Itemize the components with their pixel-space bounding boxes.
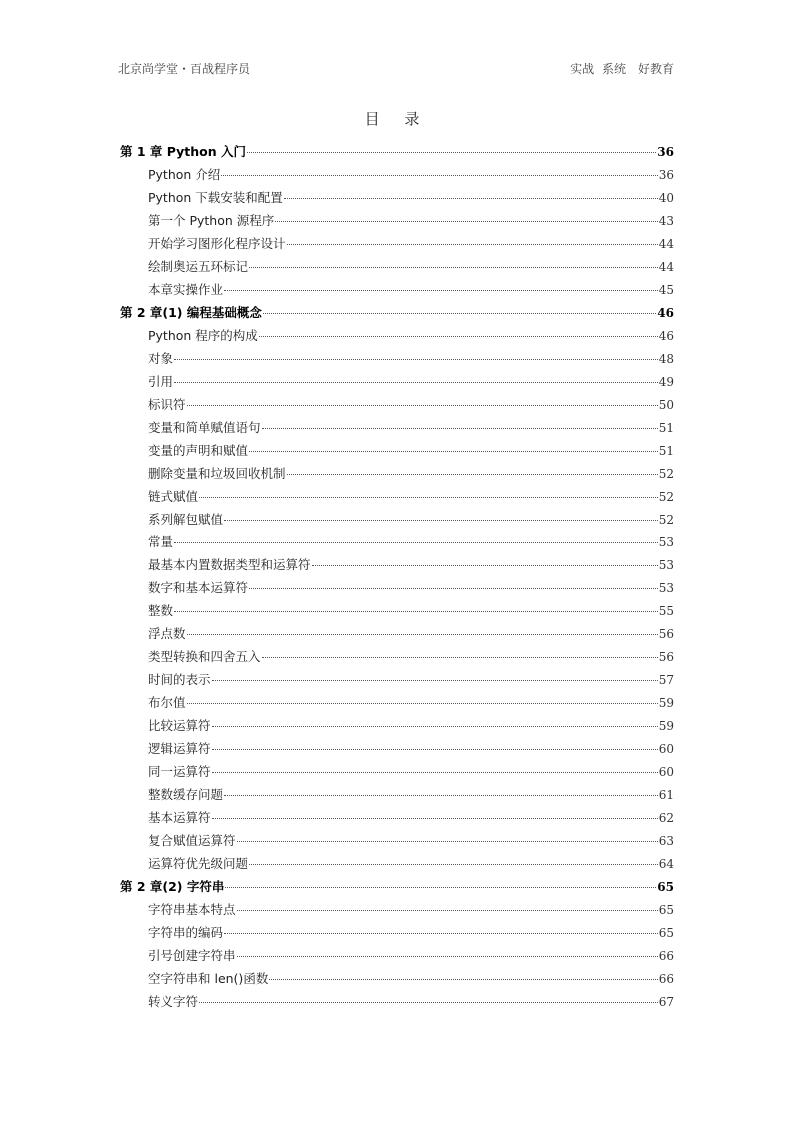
toc-entry-page: 66 [658, 948, 674, 963]
toc-section-entry[interactable] [120, 233, 674, 256]
toc-title: 目 录 [364, 110, 430, 128]
toc-entry-title: 字符串的编码 [148, 924, 224, 940]
toc-entry-title: 第一个 Python 源程序 [148, 212, 275, 228]
toc-section-entry[interactable] [120, 394, 674, 417]
toc-entry-page: 59 [658, 719, 674, 734]
dot-leader [249, 588, 658, 589]
toc-section-entry[interactable] [120, 486, 674, 509]
toc-section-entry[interactable] [120, 830, 674, 853]
toc-section-entry[interactable] [120, 738, 674, 761]
toc-entry-page: 44 [658, 236, 674, 251]
toc-section-entry[interactable] [120, 371, 674, 394]
toc-entry-page: 53 [658, 558, 674, 573]
dot-leader [259, 336, 658, 337]
toc-entry-title: 引号创建字符串 [148, 947, 236, 963]
toc-section-entry[interactable] [120, 348, 674, 371]
toc-entry-page: 44 [658, 259, 674, 274]
toc-entry-page: 53 [658, 535, 674, 550]
dot-leader [237, 956, 658, 957]
toc-section-entry[interactable] [120, 669, 674, 692]
toc-section-entry[interactable] [120, 187, 674, 210]
toc-section-entry[interactable] [120, 623, 674, 646]
dot-leader [312, 565, 658, 566]
toc-entry-title: 类型转换和四舍五入 [148, 649, 261, 665]
toc-entry-page: 53 [658, 581, 674, 596]
toc-section-entry[interactable] [120, 922, 674, 945]
toc-entry-page: 46 [658, 328, 674, 343]
dot-leader [174, 611, 658, 612]
running-header-left: 北京尚学堂・百战程序员 [118, 62, 251, 76]
toc-entry-title: 空字符串和 len()函数 [148, 970, 269, 986]
toc-section-entry[interactable] [120, 853, 674, 876]
toc-entry-title: Python 程序的构成 [148, 327, 258, 343]
toc-section-entry[interactable] [120, 509, 674, 532]
toc-entry-page: 60 [658, 742, 674, 757]
toc-entry-title: 浮点数 [148, 626, 186, 642]
toc-entry-title: 绘制奥运五环标记 [148, 258, 249, 274]
toc-section-entry[interactable] [120, 554, 674, 577]
toc-entry-page: 66 [658, 971, 674, 986]
dot-leader [263, 313, 656, 314]
toc-section-entry[interactable] [120, 256, 674, 279]
toc-entry-page: 57 [658, 673, 674, 688]
toc-section-entry[interactable] [120, 715, 674, 738]
dot-leader [221, 175, 657, 176]
toc-entry-title: 常量 [148, 534, 174, 550]
toc-entry-title: 变量的声明和赋值 [148, 442, 249, 458]
dot-leader [212, 772, 658, 773]
dot-leader [287, 244, 658, 245]
toc-entry-title: 删除变量和垃圾回收机制 [148, 465, 286, 481]
toc-section-entry[interactable] [120, 279, 674, 302]
dot-leader [275, 221, 657, 222]
toc-entry-title: 引用 [148, 373, 174, 389]
toc-entry-title: 标识符 [148, 396, 186, 412]
toc-entry-page: 63 [658, 834, 674, 849]
toc-entry-title: 第 2 章(1) 编程基础概念 [120, 304, 262, 320]
dot-leader [224, 520, 658, 521]
dot-leader [262, 428, 658, 429]
toc-entry-page: 40 [658, 190, 674, 205]
toc-entry-page: 65 [657, 880, 674, 894]
dot-leader [249, 267, 658, 268]
dot-leader [187, 703, 658, 704]
toc-entry-title: 开始学习图形化程序设计 [148, 235, 286, 251]
dot-leader [249, 864, 658, 865]
toc-entry-title: Python 介绍 [148, 166, 221, 182]
toc-chapter-entry[interactable] [120, 302, 674, 325]
toc-entry-page: 56 [658, 627, 674, 642]
toc-section-entry[interactable] [120, 899, 674, 922]
toc-section-entry[interactable] [120, 991, 674, 1014]
dot-leader [225, 887, 656, 888]
dot-leader [284, 198, 658, 199]
toc-entry-page: 62 [658, 811, 674, 826]
toc-entry-page: 59 [658, 696, 674, 711]
toc-section-entry[interactable] [120, 646, 674, 669]
dot-leader [237, 841, 658, 842]
toc-section-entry[interactable] [120, 164, 674, 187]
toc-entry-page: 49 [658, 374, 674, 389]
toc-entry-page: 55 [658, 604, 674, 619]
toc-section-entry[interactable] [120, 600, 674, 623]
toc-chapter-entry[interactable] [120, 141, 674, 164]
toc-entry-title: 数字和基本运算符 [148, 580, 249, 596]
dot-leader [247, 152, 656, 153]
toc-entry-title: 运算符优先级问题 [148, 856, 249, 872]
toc-entry-title: 整数 [148, 603, 174, 619]
toc-entry-page: 36 [658, 167, 674, 182]
toc-entry-title: 逻辑运算符 [148, 741, 211, 757]
toc-section-entry[interactable] [120, 325, 674, 348]
dot-leader [249, 451, 658, 452]
toc-entry-title: 系列解包赋值 [148, 511, 224, 527]
toc-entry-page: 52 [658, 512, 674, 527]
dot-leader [174, 359, 658, 360]
toc-entry-title: 布尔值 [148, 695, 186, 711]
toc-section-entry[interactable] [120, 692, 674, 715]
toc-entry-page: 56 [658, 650, 674, 665]
toc-entry-title: 转义字符 [148, 993, 199, 1009]
toc-entry-title: 链式赋值 [148, 488, 199, 504]
toc-section-entry[interactable] [120, 577, 674, 600]
running-header-right: 实战 系统 好教育 [570, 62, 674, 76]
toc-section-entry[interactable] [120, 210, 674, 233]
toc-entry-page: 36 [657, 145, 674, 159]
toc-entry-title: Python 下载安装和配置 [148, 189, 283, 205]
toc-entry-title: 最基本内置数据类型和运算符 [148, 557, 311, 573]
toc-entry-title: 第 1 章 Python 入门 [120, 144, 247, 159]
toc-entry-page: 48 [658, 351, 674, 366]
toc-chapter-entry[interactable] [120, 876, 674, 899]
toc-entry-title: 本章实操作业 [148, 281, 224, 297]
dot-leader [269, 979, 657, 980]
toc-entry-title: 字符串基本特点 [148, 901, 236, 917]
toc-entry-page: 67 [658, 994, 674, 1009]
toc-entry-title: 整数缓存问题 [148, 787, 224, 803]
toc-entry-page: 52 [658, 489, 674, 504]
toc-entry-page: 65 [658, 925, 674, 940]
toc-entry-page: 61 [658, 788, 674, 803]
toc-section-entry[interactable] [120, 968, 674, 991]
dot-leader [287, 474, 658, 475]
toc-entry-page: 50 [658, 397, 674, 412]
dot-leader [199, 497, 658, 498]
table-of-contents [120, 141, 674, 1014]
dot-leader [174, 382, 658, 383]
toc-entry-page: 64 [658, 857, 674, 872]
toc-entry-title: 第 2 章(2) 字符串 [120, 879, 225, 894]
dot-leader [187, 634, 658, 635]
toc-section-entry[interactable] [120, 784, 674, 807]
toc-entry-page: 65 [658, 902, 674, 917]
toc-entry-page: 46 [657, 305, 674, 320]
toc-section-entry[interactable] [120, 417, 674, 440]
toc-entry-title: 复合赋值运算符 [148, 833, 236, 849]
toc-entry-page: 51 [658, 443, 674, 458]
dot-leader [224, 933, 658, 934]
toc-section-entry[interactable] [120, 440, 674, 463]
toc-section-entry[interactable] [120, 945, 674, 968]
toc-section-entry[interactable] [120, 463, 674, 486]
dot-leader [187, 405, 658, 406]
dot-leader [212, 726, 658, 727]
toc-entry-title: 对象 [148, 350, 174, 366]
toc-section-entry[interactable] [120, 531, 674, 554]
toc-section-entry[interactable] [120, 807, 674, 830]
toc-entry-page: 45 [658, 282, 674, 297]
toc-section-entry[interactable] [120, 761, 674, 784]
dot-leader [199, 1002, 658, 1003]
dot-leader [212, 749, 658, 750]
toc-entry-page: 52 [658, 466, 674, 481]
toc-entry-title: 时间的表示 [148, 672, 211, 688]
toc-entry-title: 基本运算符 [148, 810, 211, 826]
toc-entry-title: 同一运算符 [148, 764, 211, 780]
dot-leader [262, 657, 658, 658]
toc-entry-title: 变量和简单赋值语句 [148, 419, 261, 435]
toc-entry-page: 43 [658, 213, 674, 228]
dot-leader [174, 542, 658, 543]
dot-leader [212, 680, 658, 681]
toc-entry-page: 60 [658, 765, 674, 780]
dot-leader [237, 910, 658, 911]
dot-leader [224, 290, 658, 291]
dot-leader [212, 818, 658, 819]
dot-leader [224, 795, 658, 796]
toc-entry-title: 比较运算符 [148, 718, 211, 734]
toc-entry-page: 51 [658, 420, 674, 435]
